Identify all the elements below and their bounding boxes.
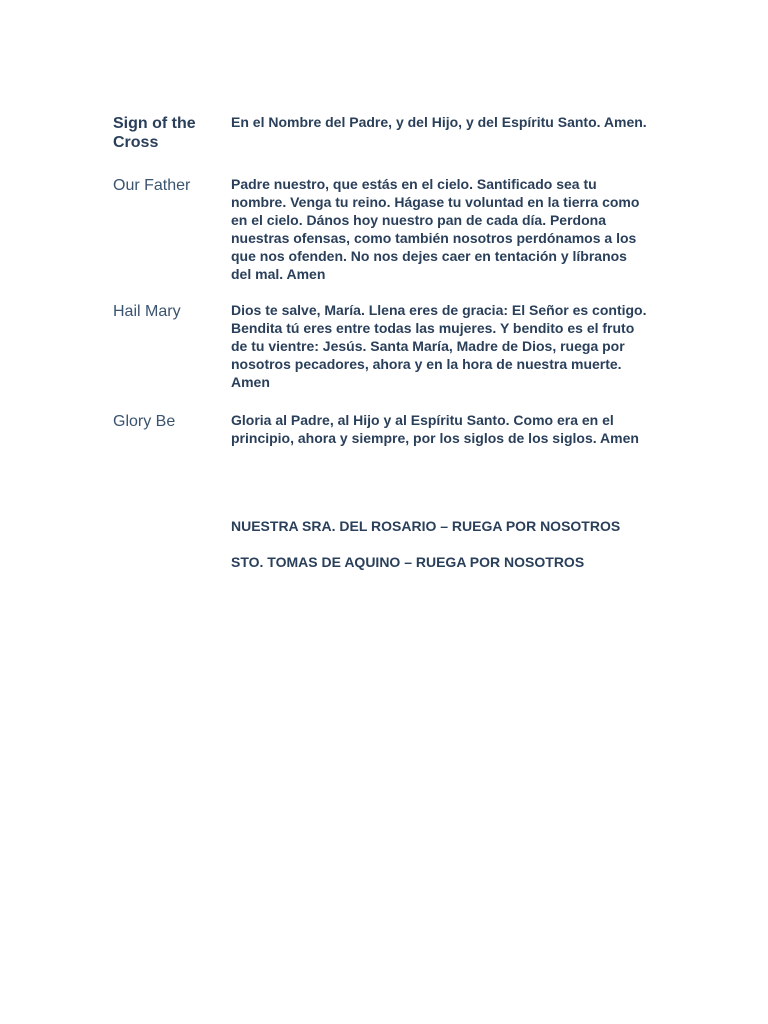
prayer-text-glory-be: Gloria al Padre, al Hijo y al Espíritu Santo. Como era en el principio, ahora y siempre, por los siglos de los siglos. Amen (231, 412, 639, 446)
prayer-text-sign-of-the-cross: En el Nombre del Padre, y del Hijo, y del Espíritu Santo. Amen. (231, 114, 647, 130)
invocation-nuestra-sra-del-rosario: NUESTRA SRA. DEL ROSARIO – RUEGA POR NOSOTROS (231, 518, 621, 534)
prayer-label-our-father: Our Father (113, 177, 191, 194)
prayer-label-sign-of-the-cross: Sign of the Cross (113, 115, 196, 151)
prayer-label-hail-mary: Hail Mary (113, 303, 181, 320)
prayer-text-our-father: Padre nuestro, que estás en el cielo. Santificado sea tu nombre. Venga tu reino. Hágase tu voluntad en la tierra como en el cielo. Dános hoy nuestro pan de cada día. Perdona nuestras ofensas, como también nosotros perdónamos a los que nos ofenden. No nos dejes caer en tentación y líbranos del mal. Amen (231, 176, 640, 282)
prayer-label-glory-be: Glory Be (113, 413, 176, 430)
invocation-sto-tomas-de-aquino: STO. TOMAS DE AQUINO – RUEGA POR NOSOTROS (231, 554, 585, 570)
prayer-text-hail-mary: Dios te salve, María. Llena eres de gracia: El Señor es contigo. Bendita tú eres entre todas las mujeres. Y bendito es el fruto de tu vientre: Jesús. Santa María, Madre de Dios, ruega por nosotros pecadores, ahora y en la hora de nuestra muerte. Amen (231, 302, 647, 390)
